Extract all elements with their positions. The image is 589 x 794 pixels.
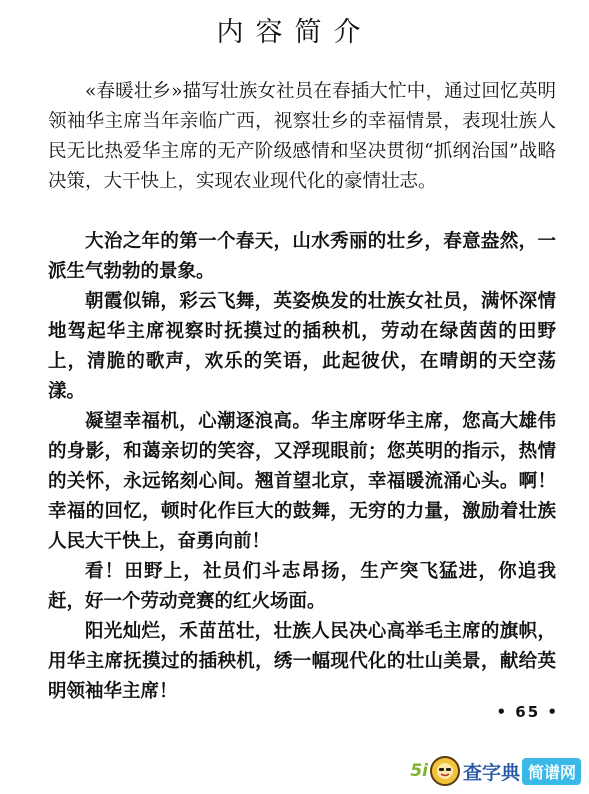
- watermark-site: [522, 758, 581, 785]
- cartoon-face-icon: [430, 756, 460, 786]
- watermark-brand: 查字典: [462, 761, 520, 784]
- synopsis-body: [48, 77, 556, 707]
- intro-paragraph: «春暖壮乡»描写壮族女社员在春插大忙中，通过回忆英明领袖华主席当年亲临广西，视察壮乡的幸福情景，表现壮族人民无比热爱华主席的无产阶级感情和坚决贯彻“抓纲治国”战略决策，大干快上，实现农业现代化的豪情壮志。: [48, 81, 556, 192]
- watermark-prefix: 5i: [410, 761, 428, 781]
- body-paragraph-5: 阳光灿烂，禾苗茁壮，壮族人民决心高举毛主席的旗帜，用华主席抚摸过的插秧机，绣一幅现代化的壮山美景，献给英明领袖华主席！: [48, 621, 556, 702]
- body-paragraph-3: 凝望幸福机，心潮逐浪高。华主席呀华主席，您高大雄伟的身影，和蔼亲切的笑容，又浮现眼前；您英明的指示，热情的关怀，永远铭刻心间。翘首望北京，幸福暖流涌心头。啊！幸福的回忆，顿时化作巨大的鼓舞，无穷的力量，激励着壮族人民大干快上，奋勇向前！: [48, 411, 556, 552]
- body-paragraph-2: 朝霞似锦，彩云飞舞，英姿焕发的壮族女社员，满怀深情地驾起华主席视察时抚摸过的插秧机，劳动在绿茵茵的田野上，清脆的歌声，欢乐的笑语，此起彼伏，在晴朗的天空荡漾。: [48, 291, 556, 402]
- body-paragraph-1: 大治之年的第一个春天，山水秀丽的壮乡，春意盎然，一派生气勃勃的景象。: [48, 231, 556, 282]
- site-watermark[interactable]: [410, 754, 581, 788]
- body-paragraph-4: 看！田野上，社员们斗志昂扬，生产突飞猛进，你追我赶，好一个劳动竞赛的红火场面。: [48, 561, 556, 612]
- watermark-site-label: 简谱网: [527, 762, 576, 782]
- page-title: 内容简介: [216, 17, 373, 48]
- page-number: • 65 •: [496, 703, 559, 721]
